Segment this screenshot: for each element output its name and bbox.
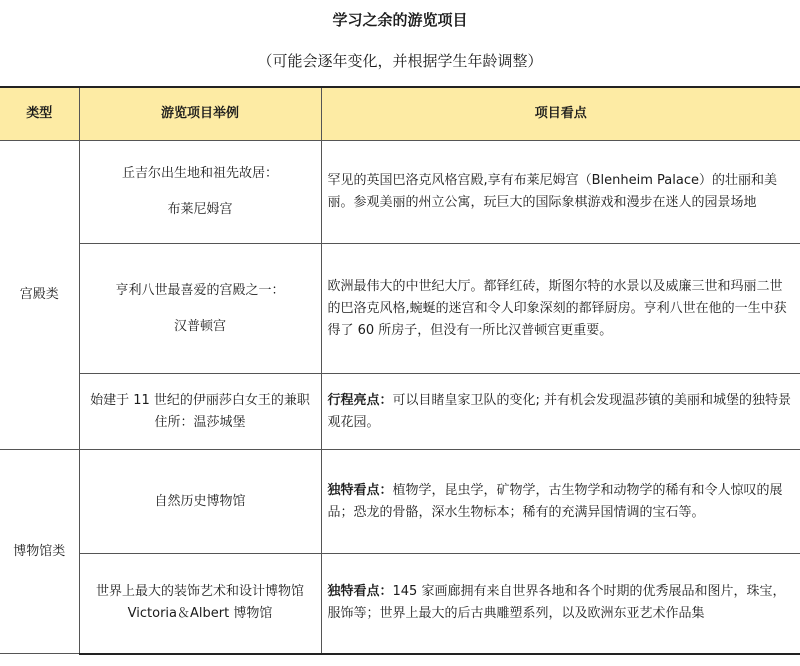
highlight-cell (321, 450, 800, 554)
header-highlight: 项目看点 (321, 87, 800, 141)
table-row (0, 450, 800, 554)
table-row (0, 244, 800, 374)
highlight-label: 行程亮点： (327, 392, 393, 408)
table-row (0, 554, 800, 654)
type-cell-museum: 博物馆类 (0, 450, 79, 654)
example-line: 亨利八世最喜爱的宫殿之一： (115, 282, 285, 298)
highlight-cell (321, 374, 800, 450)
header-type: 类型 (0, 87, 79, 141)
header-example: 游览项目举例 (79, 87, 321, 141)
highlight-label: 独特看点： (327, 584, 393, 600)
document-title: 学习之余的游览项目 (332, 11, 468, 29)
example-line: 布莱尼姆宫 (167, 202, 233, 217)
document-subtitle: （可能会逐年变化，并根据学生年龄调整） (257, 52, 543, 70)
highlight-text: 欧洲最伟大的中世纪大厅。都铎红砖，斯图尔特的水景以及威廉三世和玛丽二世的巴洛克风格,蜿蜒的迷宫和令人印象深刻的都铎厨房。亨利八世在他的一生中获得了 60 所房子，但没有一所比汉普顿宫更重要。 (327, 278, 787, 338)
highlight-text: 145 家画廊拥有来自世界各地和各个时期的优秀展品和图片，珠宝，服饰等；世界上最大的后古典雕塑系列，以及欧洲东亚艺术作品集 (327, 584, 786, 622)
example-line: 汉普顿宫 (173, 318, 226, 334)
highlight-cell (321, 554, 800, 654)
example-cell (79, 374, 321, 450)
highlight-cell (321, 141, 800, 244)
example-cell (79, 450, 321, 554)
table-header-row (0, 87, 800, 141)
example-cell (79, 244, 321, 374)
example-cell (79, 141, 321, 244)
example-line: 丘吉尔出生地和祖先故居： (121, 166, 278, 181)
highlight-cell (321, 244, 800, 374)
table-row (0, 374, 800, 450)
example-line: 世界上最大的装饰艺术和设计博物馆 Victoria＆Albert 博物馆 (95, 584, 304, 622)
example-line: 始建于 11 世纪的伊丽莎白女王的兼职住所：温莎城堡 (90, 392, 310, 430)
highlight-text: 罕见的英国巴洛克风格宫殿,享有布莱尼姆宫（Blenheim Palace）的壮丽和美丽。参观美丽的州立公寓，玩巨大的国际象棋游戏和漫步在迷人的园景场地 (327, 173, 777, 210)
tour-table (0, 86, 800, 655)
highlight-text: 可以目睹皇家卫队的变化; 并有机会发现温莎镇的美丽和城堡的独特景观花园。 (327, 392, 792, 430)
highlight-label: 独特看点： (327, 482, 393, 498)
highlight-text: 植物学，昆虫学，矿物学，古生物学和动物学的稀有和令人惊叹的展品；恐龙的骨骼，深水生物标本；稀有的充满异国情调的宝石等。 (327, 482, 783, 520)
table-row (0, 141, 800, 244)
type-cell-palace: 宫殿类 (0, 141, 79, 450)
example-cell (79, 554, 321, 654)
example-line: 自然历史博物馆 (154, 493, 246, 509)
